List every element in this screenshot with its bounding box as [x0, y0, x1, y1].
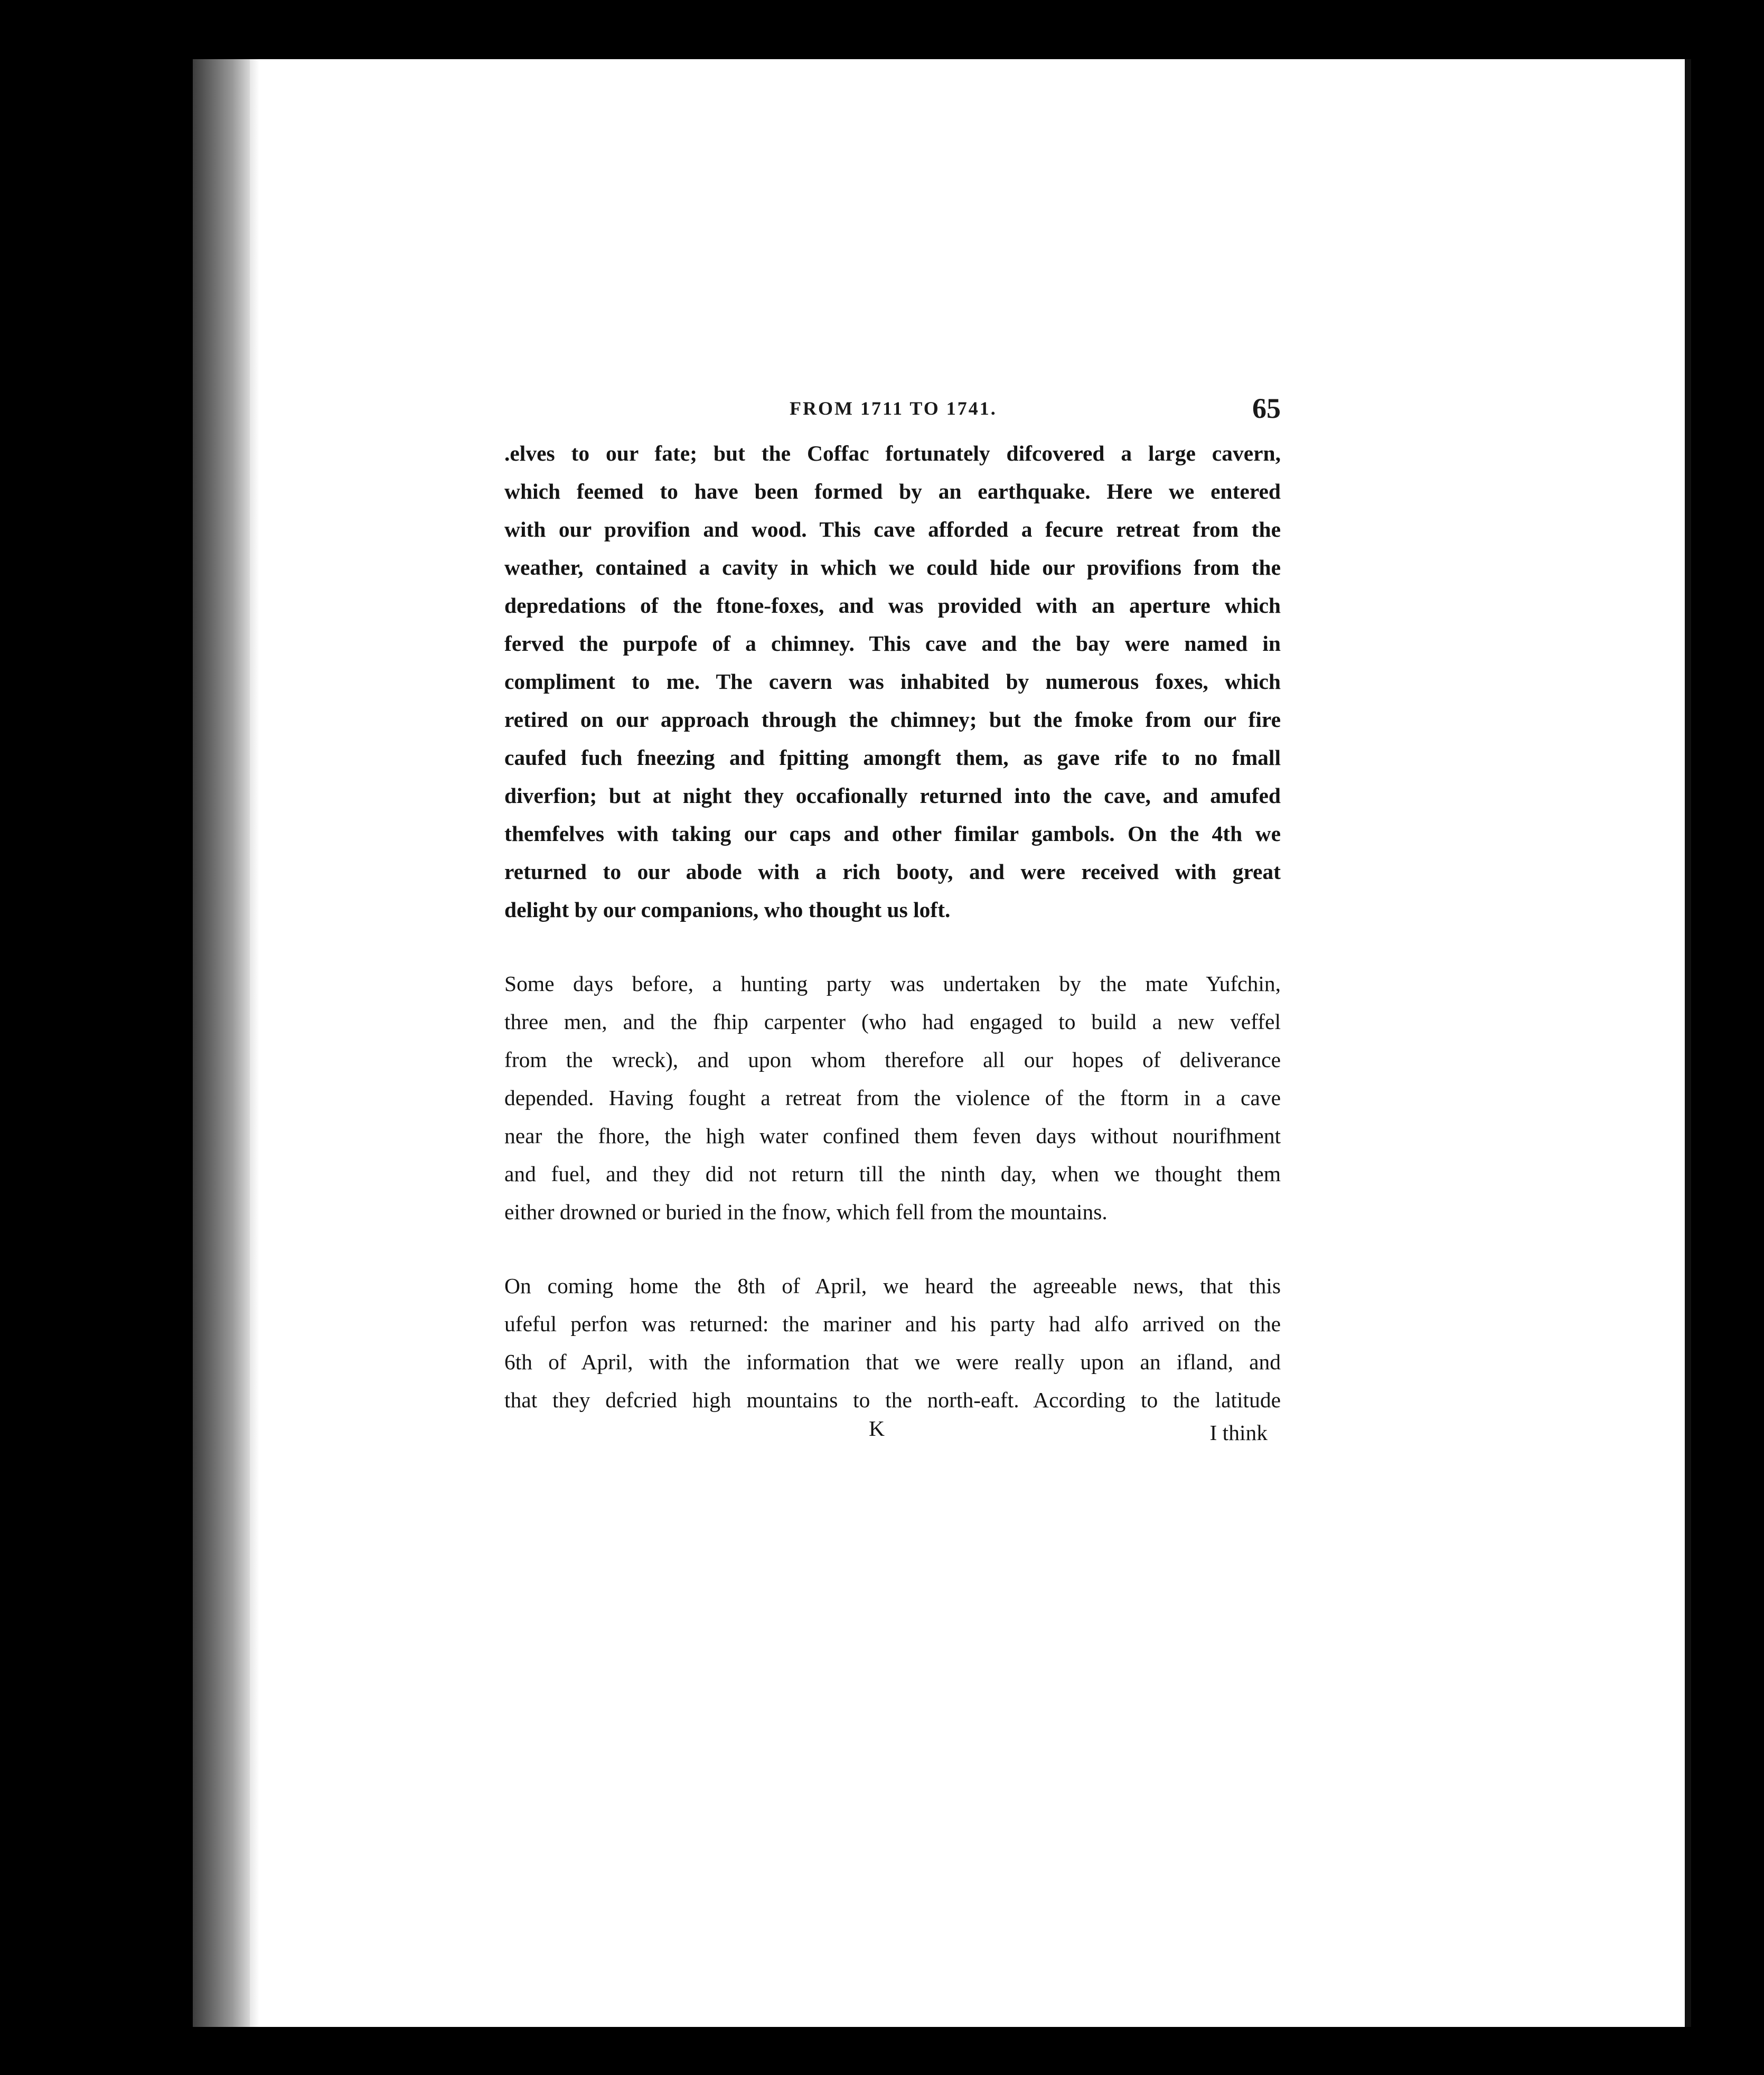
text-line: and fuel, and they did not return till the ninth day, when we thought them: [504, 1162, 1281, 1186]
text-line: three men, and the fhip carpenter (who had engaged to build a new veffel: [504, 1010, 1281, 1034]
text-line: weather, contained a cavity in which we could hide our provifions from the: [504, 555, 1281, 579]
paragraph-2: [504, 965, 1281, 1231]
running-head: FROM 1711 TO 1741.: [790, 398, 997, 419]
page-footer: [504, 1416, 1281, 1458]
text-line: that they defcried high mountains to the north-eaft. According to the latitude: [504, 1388, 1281, 1412]
text-line: either drowned or buried in the fnow, which fell from the mountains.: [504, 1200, 1108, 1224]
text-line: themfelves with taking our caps and other fimilar gambols. On the 4th we: [504, 821, 1281, 846]
text-line: caufed fuch fneezing and fpitting amongft them, as gave rife to no fmall: [504, 745, 1281, 770]
text-line: near the fhore, the high water confined them feven days without nourifhment: [504, 1124, 1281, 1148]
text-line: ufeful perfon was returned: the mariner and his party had alfo arrived on the: [504, 1312, 1281, 1336]
page-right-edge: [1685, 59, 1691, 2027]
text-line: ferved the purpofe of a chimney. This cave and the bay were named in: [504, 631, 1281, 656]
text-line: .elves to our fate; but the Coffac fortunately difcovered a large cavern,: [504, 441, 1281, 465]
page-header: [504, 392, 1281, 440]
text-line: with our provifion and wood. This cave afforded a fecure retreat from the: [504, 517, 1281, 541]
text-line: compliment to me. The cavern was inhabited by numerous foxes, which: [504, 669, 1281, 694]
text-line: which feemed to have been formed by an earthquake. Here we entered: [504, 479, 1281, 503]
paragraph-3: [504, 1267, 1281, 1419]
text-line: 6th of April, with the information that we were really upon an ifland, and: [504, 1350, 1281, 1374]
text-line: depended. Having fought a retreat from the violence of the ftorm in a cave: [504, 1086, 1281, 1110]
text-line: returned to our abode with a rich booty, and were received with great: [504, 859, 1281, 884]
text-line: depredations of the ftone-foxes, and was provided with an aperture which: [504, 593, 1281, 618]
page-number: 65: [1252, 392, 1281, 424]
text-line: retired on our approach through the chimney; but the fmoke from our fire: [504, 707, 1281, 732]
page-gutter-edge: [250, 59, 259, 2027]
text-line: diverfion; but at night they occafionally returned into the cave, and amufed: [504, 783, 1281, 808]
text-line: from the wreck), and upon whom therefore all our hopes of deliverance: [504, 1048, 1281, 1072]
page-gutter-shadow: [193, 59, 250, 2027]
text-line: Some days before, a hunting party was undertaken by the mate Yufchin,: [504, 971, 1281, 996]
text-line: delight by our companions, who thought us loft.: [504, 898, 951, 922]
catchword: I think: [1209, 1420, 1268, 1445]
body-text: [504, 434, 1281, 1419]
paragraph-1: [504, 434, 1281, 929]
signature-mark: K: [869, 1416, 885, 1441]
text-line: On coming home the 8th of April, we heard the agreeable news, that this: [504, 1274, 1281, 1298]
